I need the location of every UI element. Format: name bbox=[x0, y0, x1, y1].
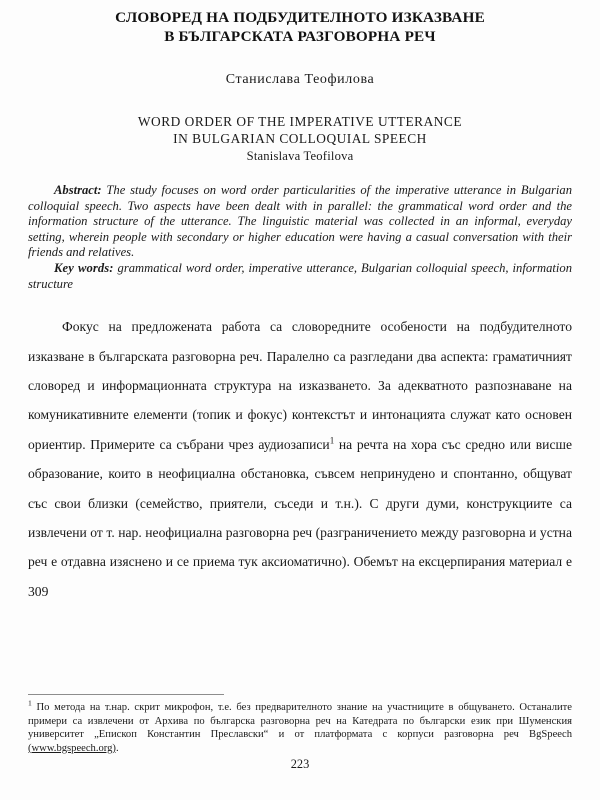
author-name-english: Stanislava Teofilova bbox=[246, 149, 354, 163]
body-paragraph-1 bbox=[28, 312, 572, 606]
abstract-paragraph bbox=[28, 183, 572, 261]
title-line-2: В БЪЛГАРСКАТА РАЗГОВОРНА РЕЧ bbox=[164, 28, 436, 45]
keywords-label: Key words: bbox=[54, 260, 114, 275]
footnote-number: 1 bbox=[28, 698, 32, 708]
title-english-line-2: IN BULGARIAN COLLOQUIAL SPEECH bbox=[173, 131, 427, 146]
abstract-label: Abstract: bbox=[54, 183, 102, 197]
title-line-1: СЛОВОРЕД НА ПОДБУДИТЕЛНОТО ИЗКАЗВАНЕ bbox=[115, 9, 485, 26]
title-english bbox=[28, 113, 572, 147]
author-name-cyrillic: Станислава Теофилова bbox=[225, 72, 375, 87]
body-text-part-2: на речта на хора със средно или висше образование, които в неофициална обстановка, съвсем непринудено и спонтанно, общуват със свои близки (семейство, приятели, съседи и т.н.). С други думи, конструкциите са извлечени от т. нар. неофициална разговорна реч (разграничението между разговорна и устна реч е отдавна изяснено и се приема тук аксиоматично). Обемът на ексцерпирания материал е 309 bbox=[28, 436, 572, 599]
body-text bbox=[28, 312, 572, 606]
abstract-text: The study focuses on word order particularities of the imperative utterance in Bulgarian colloquial speech. Two aspects have been dealt with in parallel: the grammatical word order and the information structure of the utterance. The linguistic material was collected in an informal, everyday setting, wherein people with secondary or higher education were having a casual conversation with their friends and relatives. bbox=[28, 183, 572, 260]
footnote-url-link[interactable]: (www.bgspeech.org) bbox=[28, 742, 116, 754]
keywords-text: grammatical word order, imperative utterance, Bulgarian colloquial speech, information structure bbox=[28, 260, 572, 291]
body-text-part-1: Фокус на предложената работа са словоредните особености на подбудителното изказване в българската разговорна реч. Паралелно са разгледани два аспекта: граматичният словоред и информационната структура на изказването. За адекватното разпознаване на комуникативните елементи (топик и фокус) контекстът и интонацията служат като основен ориентир. Примерите са събрани чрез аудиозаписи bbox=[28, 319, 572, 452]
page-title bbox=[28, 0, 572, 46]
footnote-area bbox=[28, 694, 572, 772]
title-english-line-1: WORD ORDER OF THE IMPERATIVE UTTERANCE bbox=[137, 114, 463, 129]
footnote-text-before-url: По метода на т.нар. скрит микрофон, т.е. без предварителното знание на участниците в общуването. Останалите примери са извлечени от Архива по българска разговорна реч на Катедрата по български език при Шуменския университет „Епископ Константин Преславски“ и от платформата с корпуси разговорна реч BgSpeech bbox=[28, 702, 572, 741]
footnote-text bbox=[28, 698, 572, 755]
keywords-paragraph bbox=[28, 261, 572, 292]
footnote-text-after-url: . bbox=[115, 742, 119, 754]
footnote-reference-marker[interactable]: 1 bbox=[329, 435, 335, 446]
abstract-block bbox=[28, 183, 572, 292]
footnote-separator-rule bbox=[28, 694, 224, 695]
page-number: 223 bbox=[290, 757, 310, 771]
